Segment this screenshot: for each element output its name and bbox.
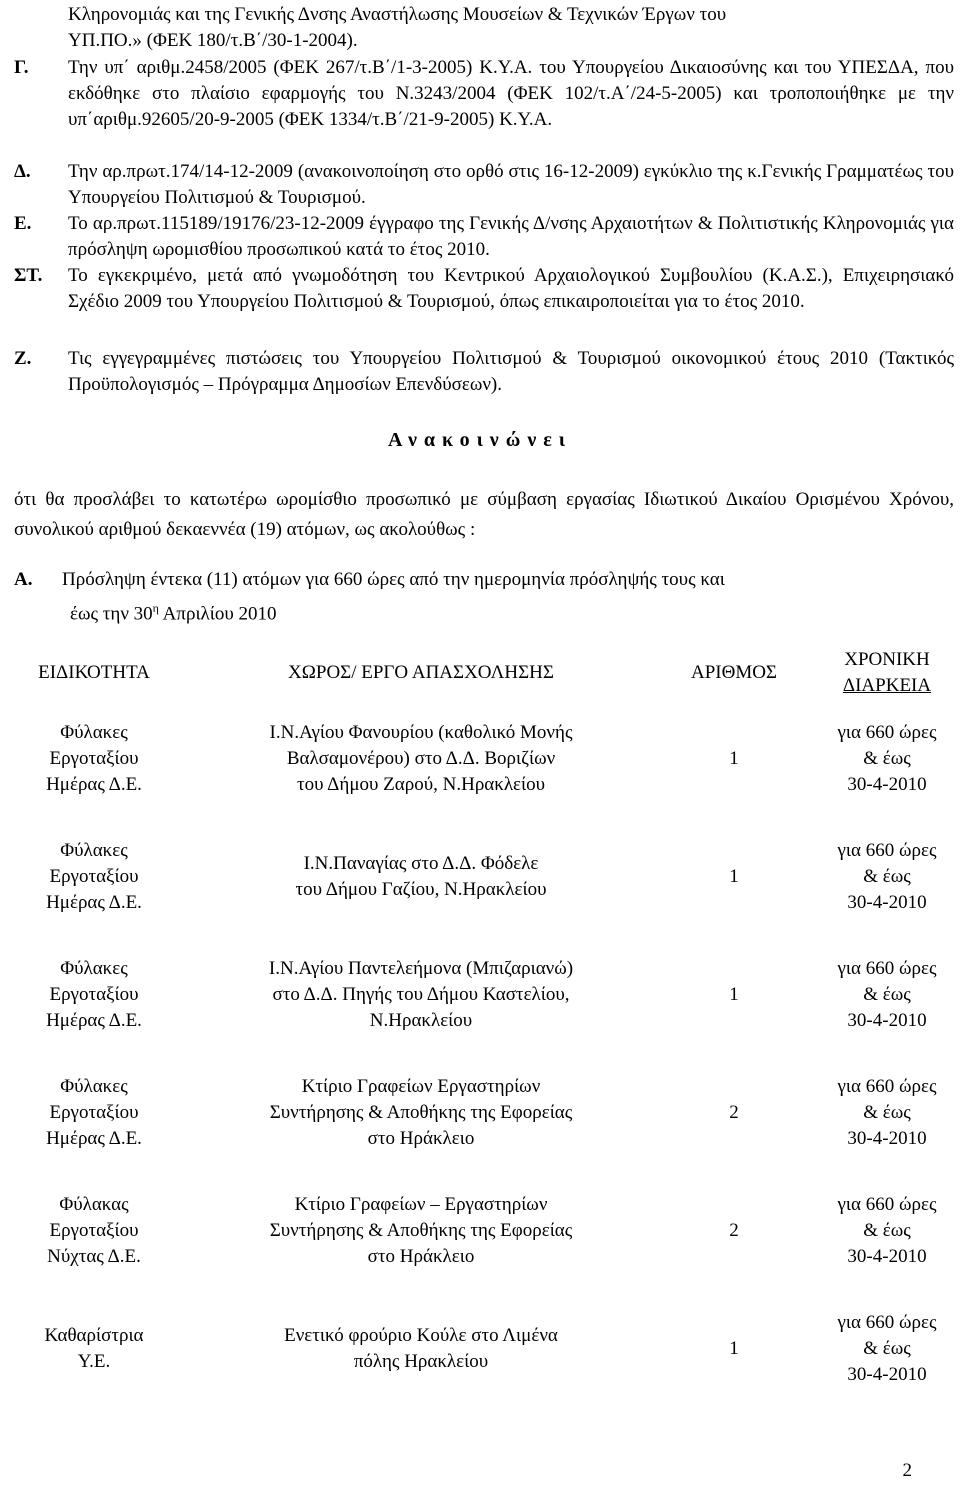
cell-count: 1 bbox=[729, 1338, 739, 1359]
cell-location: Ενετικό φρούριο Κούλε στο Λιμένα πόλης Ηρακλείου bbox=[284, 1325, 558, 1372]
item-st bbox=[14, 263, 954, 315]
cell-specialty: Φύλακες Εργοταξίου Ημέρας Δ.Ε. bbox=[46, 840, 142, 913]
item-text: Την αρ.πρωτ.174/14-12-2009 (ανακοινοποίηση στο ορθό στις 16-12-2009) εγκύκλιο της κ.Γενικής Γραμματέως του Υπουργείου Πολιτισμού & Τουρισμού. bbox=[68, 161, 954, 208]
staff-table bbox=[0, 645, 960, 1408]
table-header-row bbox=[0, 645, 960, 700]
item-label: Ε. bbox=[14, 213, 32, 234]
cell-count: 1 bbox=[729, 748, 739, 769]
section-a bbox=[14, 566, 954, 628]
cell-location: Κτίριο Γραφείων – Εργαστηρίων Συντήρησης & Αποθήκης της Εφορείας στο Ηράκλειο bbox=[269, 1194, 573, 1267]
cell-duration: για 660 ώρες & έως 30-4-2010 bbox=[837, 958, 937, 1031]
cell-duration: για 660 ώρες & έως 30-4-2010 bbox=[837, 1312, 937, 1385]
cell-specialty: Φύλακες Εργοταξίου Ημέρας Δ.Ε. bbox=[46, 722, 142, 795]
cell-location: Κτίριο Γραφείων Εργαστηρίων Συντήρησης & Αποθήκης της Εφορείας στο Ηράκλειο bbox=[269, 1076, 573, 1149]
table-row bbox=[0, 818, 960, 936]
cell-location: Ι.Ν.Αγίου Παντελεήμονα (Μπιζαριανώ) στο Δ.Δ. Πηγής του Δήμου Καστελίου, Ν.Ηρακλείου bbox=[268, 958, 574, 1031]
cell-specialty: Καθαρίστρια Υ.Ε. bbox=[44, 1325, 144, 1372]
item-label: ΣΤ. bbox=[14, 265, 43, 286]
cell-duration: για 660 ώρες & έως 30-4-2010 bbox=[837, 722, 937, 795]
cell-location: Ι.Ν.Αγίου Φανουρίου (καθολικό Μονής Βαλσαμονέρου) στο Δ.Δ. Βοριζίων του Δήμου Ζαρού, Ν.Ηρακλείου bbox=[269, 722, 573, 795]
item-label: Ζ. bbox=[14, 348, 32, 369]
cell-count: 2 bbox=[729, 1220, 739, 1241]
intro-paragraph: ότι θα προσλάβει το κατωτέρω ωρομίσθιο προσωπικό με σύμβαση εργασίας Ιδιωτικού Δικαίου Ορισμένου Χρόνου, συνολικού αριθμού δεκαεννέα (19) ατόμων, ως ακολούθως : bbox=[14, 489, 954, 540]
item-text: Το εγκεκριμένο, μετά από γνωμοδότηση του Κεντρικού Αρχαιολογικού Συμβουλίου (Κ.Α.Σ.), Επιχειρησιακό Σχέδιο 2009 του Υπουργείου Πολιτισμού & Τουρισμού, όπως επικαιροποιείται για το έτος 2010. bbox=[68, 265, 954, 312]
header-specialty: ΕΙΔΙΚΟΤΗΤΑ bbox=[38, 661, 150, 683]
table-row bbox=[0, 1172, 960, 1290]
item-z bbox=[14, 346, 954, 398]
cell-count: 2 bbox=[729, 1102, 739, 1123]
cell-duration: για 660 ώρες & έως 30-4-2010 bbox=[837, 1194, 937, 1267]
item-label: Γ. bbox=[14, 57, 29, 78]
top-paragraph bbox=[68, 2, 954, 54]
section-a-line-2: έως την $30^\eta$ Απριλίου 2010 bbox=[70, 601, 277, 625]
table-row bbox=[0, 1290, 960, 1408]
page-number: 2 bbox=[902, 1460, 912, 1481]
item-e bbox=[14, 211, 954, 263]
cell-location: Ι.Ν.Παναγίας στο Δ.Δ. Φόδελε του Δήμου Γαζίου, Ν.Ηρακλείου bbox=[295, 853, 547, 900]
table-row bbox=[0, 700, 960, 818]
cell-count: 1 bbox=[729, 866, 739, 887]
item-text: Τις εγγεγραμμένες πιστώσεις του Υπουργείου Πολιτισμού & Τουρισμού οικονομικού έτους 2010 (Τακτικός Προϋπολογισμός – Πρόγραμμα Δημοσίων Επενδύσεων). bbox=[68, 348, 954, 395]
table-row bbox=[0, 936, 960, 1054]
item-g bbox=[14, 55, 954, 133]
header-location: ΧΩΡΟΣ/ ΕΡΓΟ ΑΠΑΣΧΟΛΗΣΗΣ bbox=[288, 661, 554, 683]
table-row bbox=[0, 1054, 960, 1172]
cell-count: 1 bbox=[729, 984, 739, 1005]
table-body bbox=[0, 700, 960, 1408]
item-text: Την υπ΄ αριθμ.2458/2005 (ΦΕΚ 267/τ.Β΄/1-3-2005) Κ.Υ.Α. του Υπουργείου Δικαιοσύνης και του ΥΠΕΣΔΑ, που εκδόθηκε στο πλαίσιο εφαρμογής του Ν.3243/2004 (ΦΕΚ 102/τ.Α΄/24-5-2005) και τροποποιήθηκε με την υπ΄αριθμ.92605/20-9-2005 (ΦΕΚ 1334/τ.Β΄/21-9-2005) Κ.Υ.Α. bbox=[68, 57, 954, 130]
item-d bbox=[14, 159, 954, 211]
section-a-label: Α. bbox=[14, 569, 33, 590]
top-line-2: ΥΠ.ΠΟ.» (ΦΕΚ 180/τ.Β΄/30-1-2004). bbox=[68, 30, 358, 51]
cell-specialty: Φύλακας Εργοταξίου Νύχτας Δ.Ε. bbox=[47, 1194, 141, 1267]
section-a-line-1: Πρόσληψη έντεκα (11) ατόμων για 660 ώρες από την ημερομηνία πρόσληψής τους και bbox=[62, 569, 725, 590]
cell-duration: για 660 ώρες & έως 30-4-2010 bbox=[837, 840, 937, 913]
cell-specialty: Φύλακες Εργοταξίου Ημέρας Δ.Ε. bbox=[46, 1076, 142, 1149]
header-duration: ΧΡΟΝΙΚΗ ΔΙΑΡΚΕΙΑ bbox=[842, 648, 932, 696]
section-a-text bbox=[62, 566, 954, 628]
cell-duration: για 660 ώρες & έως 30-4-2010 bbox=[837, 1076, 937, 1149]
header-count: ΑΡΙΘΜΟΣ bbox=[690, 661, 777, 683]
item-label: Δ. bbox=[14, 161, 31, 182]
top-line-1: Κληρονομιάς και της Γενικής Δνσης Αναστήλωσης Μουσείων & Τεχνικών Έργων του bbox=[68, 4, 727, 25]
cell-specialty: Φύλακες Εργοταξίου Ημέρας Δ.Ε. bbox=[46, 958, 142, 1031]
item-text: Το αρ.πρωτ.115189/19176/23-12-2009 έγγραφο της Γενικής Δ/νσης Αρχαιοτήτων & Πολιτιστικής Κληρονομιάς για πρόσληψη ωρομισθίου προσωπικού κατά το έτος 2010. bbox=[68, 213, 954, 260]
announcement-heading: Ανακοινώνει bbox=[387, 429, 573, 451]
